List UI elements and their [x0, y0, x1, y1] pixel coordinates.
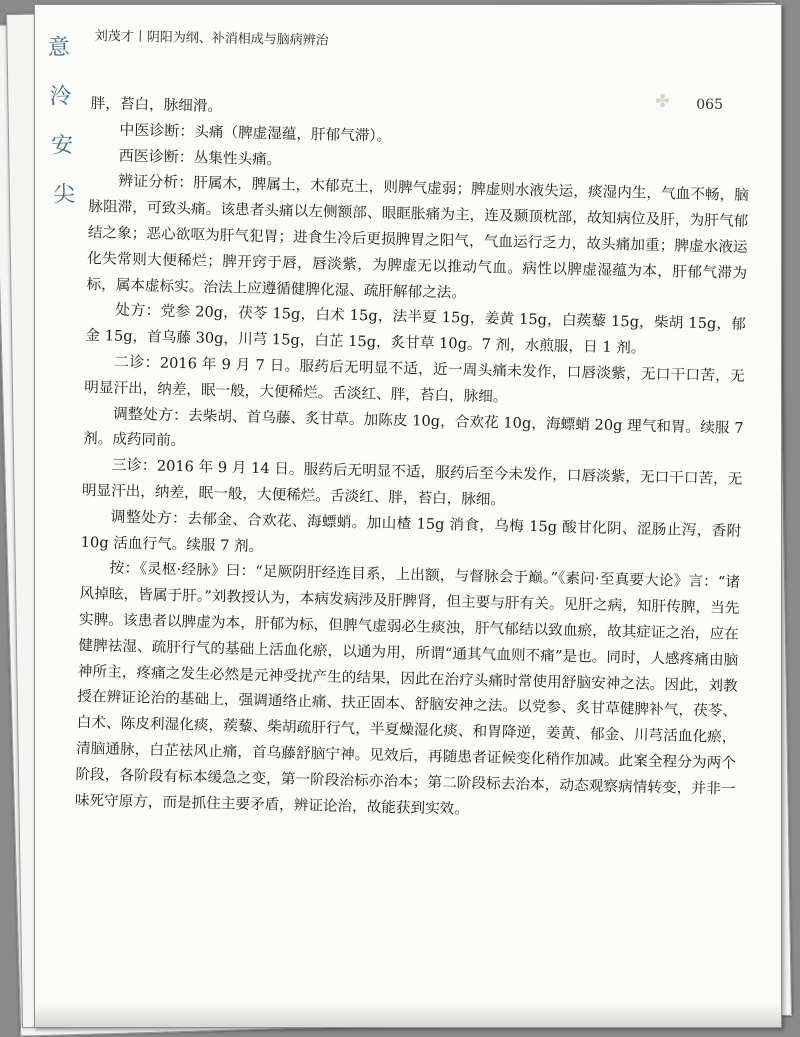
paragraph — [75, 555, 741, 828]
paragraph-text: 去柴胡、首乌藤、炙甘草。加陈皮 10g，合欢花 10g，海螵蛸 20g 理气和胃。续服 7 剂。成药同前。 — [82, 406, 744, 450]
section-label: 按： — [109, 558, 140, 578]
page-body — [75, 91, 751, 828]
paragraph-text: 头痛（脾虚湿蕴，肝郁气滞）。 — [194, 123, 392, 145]
paragraph — [86, 168, 749, 312]
paragraph-text: 2016 年 9 月 14 日。服药后无明显不适，服药后至今未发作，口唇淡紫，无口干口苦，无明显汗出，纳差，眠一般，大便稀烂。舌淡红、胖，苔白，脉细。 — [81, 457, 743, 509]
section-label: 三诊： — [111, 455, 158, 475]
section-label: 辨证分析： — [117, 172, 194, 192]
running-header: 刘茂才丨阴阳为纲、补消相成与脑病辨治 — [94, 28, 329, 49]
paragraph-text: 肝属木，脾属土，木郁克土，则脾气虚弱；脾虚则水液失运，痰湿内生，气血不畅，脑脉阻滞，可致头痛。该患者头痛以左侧额部、眼眶胀痛为主，连及颞顶枕部，故知病位及肝，为肝气郁结之象；恶心欲呕为肝气犯胃；进食生冷后更损脾胃之阳气，气血运行乏力，故头痛加重；脾虚水液运化失常则大便稀烂；脾开窍于唇，唇淡紫，为脾虚无以推动气血。病性以脾虚湿蕴为本，肝郁气滞为标，属本虚标实。治法上应遵循健脾化湿、疏肝解郁之法。 — [86, 174, 749, 302]
section-label: 二诊： — [113, 352, 161, 372]
paragraph-text: 党参 20g，茯苓 15g，白术 15g，法半夏 15g，姜黄 15g，白蒺藜 15g，柴胡 15g，郁金 15g，首乌藤 30g，川芎 15g，白芷 15g，炙甘草 10g。7 剂，水煎服，日 1 剂。 — [85, 303, 747, 357]
paragraph-text: 《灵枢·经脉》曰：“足厥阴肝经连目系，上出额，与督脉会于巅。”《素问·至真要大论》言：“诸风掉眩，皆属于肝。”刘教授认为，本病发病涉及肝脾肾，但主要与肝有关。见肝之病，知肝传脾，当先实脾。该患者以脾虚为本，肝郁为标，但脾气虚弱必生痰浊，肝气郁结以致血瘀，故其症证之治，应在健脾祛湿、疏肝行气的基础上活血化瘀，以通为用，所谓“通其气血则不痛”是也。同时，人感疼痛由脑神所主，疼痛之发生必然是元神受扰产生的结果，因此在治疗头痛时常使用舒脑安神之法。因此，刘教授在辨证论治的基础上，强调通络止痛、扶正固本、舒脑安神之法。以党参、炙甘草健脾补气，茯苓、白术、陈皮利湿化痰，蒺藜、柴胡疏肝行气，半夏燥湿化痰、和胃降逆，姜黄、郁金、川芎活血化瘀，清脑通脉，白芷祛风止痛，首乌藤舒脑宁神。见效后，再随患者证候变化稍作加减。此案全程分为两个阶段，各阶段有标本缓急之变，第一阶段治标亦治本；第二阶段标去治本，动态观察病情转变，并非一味死守原方，而是抓住主要矛盾，辨证论治，故能获到实效。 — [74, 560, 741, 818]
flower-ornament-icon: ✤ — [655, 91, 671, 112]
paragraph-text: 2016 年 9 月 7 日。服药后无明显不适，近一周头痛未发作，口唇淡紫，无口干口苦，无明显汗出，纳差，眠一般，大便稀烂。舌淡红、胖，苔白，脉细。 — [84, 354, 745, 406]
section-label: 中医诊断： — [119, 120, 195, 141]
section-label: 处方： — [115, 300, 161, 321]
section-label: 西医诊断： — [118, 146, 194, 166]
paragraph-text: 丛集性头痛。 — [193, 148, 282, 168]
adjacent-page-edge-text: 意 泠 安 尖 — [43, 34, 76, 215]
section-label: 调整处方： — [112, 404, 189, 424]
paragraph-text: 胖，苔白，脉细滑。 — [90, 94, 223, 115]
page-number: 065 — [696, 97, 723, 113]
paragraph-text: 去郁金、合欢花、海螵蛸。加山楂 15g 消食，乌梅 15g 酸甘化阴、涩肠止泻，香附 10g 活血行气。续服 7 剂。 — [80, 510, 742, 555]
page-bottom-shadow — [35, 1003, 781, 1027]
book-page — [34, 4, 782, 1028]
section-label: 调整处方： — [110, 507, 188, 528]
